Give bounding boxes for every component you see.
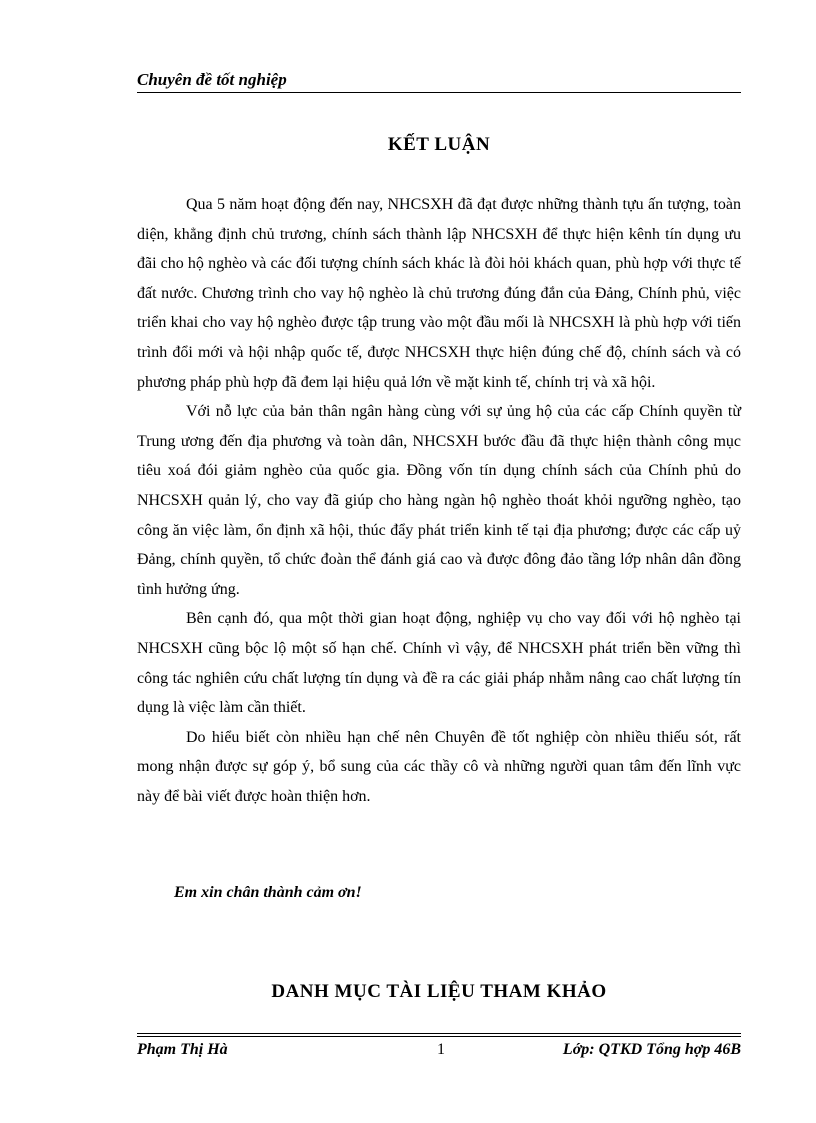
body-text (137, 190, 741, 811)
paragraph-2: Với nỗ lực của bản thân ngân hàng cùng với sự ủng hộ của các cấp Chính quyền từ Trung ương đến địa phương và toàn dân, NHCSXH bước đầu đã thực hiện thành công mục tiêu xoá đói giảm nghèo của quốc gia. Đồng vốn tín dụng chính sách của Chính phủ do NHCSXH quản lý, cho vay đã giúp cho hàng ngàn hộ nghèo thoát khỏi ngưỡng nghèo, tạo công ăn việc làm, ổn định xã hội, thúc đẩy phát triển kinh tế tại địa phương; được các cấp uỷ Đảng, chính quyền, tổ chức đoàn thể đánh giá cao và được đông đảo tầng lớp nhân dân đồng tình hưởng ứng. (137, 403, 741, 598)
paragraph-4: Do hiểu biết còn nhiều hạn chế nên Chuyên đề tốt nghiệp còn nhiều thiếu sót, rất mong nhận được sự góp ý, bổ sung của các thầy cô và những người quan tâm đến lĩnh vực này để bài viết được hoàn thiện hơn. (137, 728, 741, 805)
paragraph-1: Qua 5 năm hoạt động đến nay, NHCSXH đã đạt được những thành tựu ấn tượng, toàn diện, khẳng định chủ trương, chính sách thành lập NHCSXH để thực hiện kênh tín dụng ưu đãi cho hộ nghèo và các đối tượng chính sách khác là đòi hỏi khách quan, phù hợp với thực tế đất nước. Chương trình cho vay hộ nghèo là chủ trương đúng đắn của Đảng, Chính phủ, việc triển khai cho vay hộ nghèo được tập trung vào một đầu mối là NHCSXH là phù hợp với tiến trình đổi mới và hội nhập quốc tế, được NHCSXH thực hiện đúng chế độ, chính sách và có phương pháp phù hợp đã đem lại hiệu quả lớn về mặt kinh tế, chính trị và xã hội. (137, 196, 741, 391)
section-heading: KẾT LUẬN (387, 134, 491, 155)
header-title: Chuyên đề tốt nghiệp (137, 70, 287, 89)
footer-author: Phạm Thị Hà (137, 1041, 228, 1058)
footer-class-label: Lớp: QTKD Tổng hợp 46B (562, 1041, 741, 1058)
page-header (137, 70, 741, 94)
page-number: 1 (437, 1041, 445, 1058)
footer-rule-top (137, 1033, 741, 1034)
paragraph-3: Bên cạnh đó, qua một thời gian hoạt động, nghiệp vụ cho vay đối với hộ nghèo tại NHCSXH cũng bộc lộ một số hạn chế. Chính vì vậy, để NHCSXH phát triển bền vững thì công tác nghiên cứu chất lượng tín dụng và đề ra các giải pháp nhằm nâng cao chất lượng tín dụng là việc làm cần thiết. (137, 610, 741, 717)
references-heading: DANH MỤC TÀI LIỆU THAM KHẢO (271, 981, 607, 1002)
footer-rule-bottom (137, 1036, 741, 1037)
page-footer (137, 1040, 741, 1062)
closing-line: Em xin chân thành cảm ơn! (174, 884, 362, 901)
header-rule (137, 92, 741, 93)
